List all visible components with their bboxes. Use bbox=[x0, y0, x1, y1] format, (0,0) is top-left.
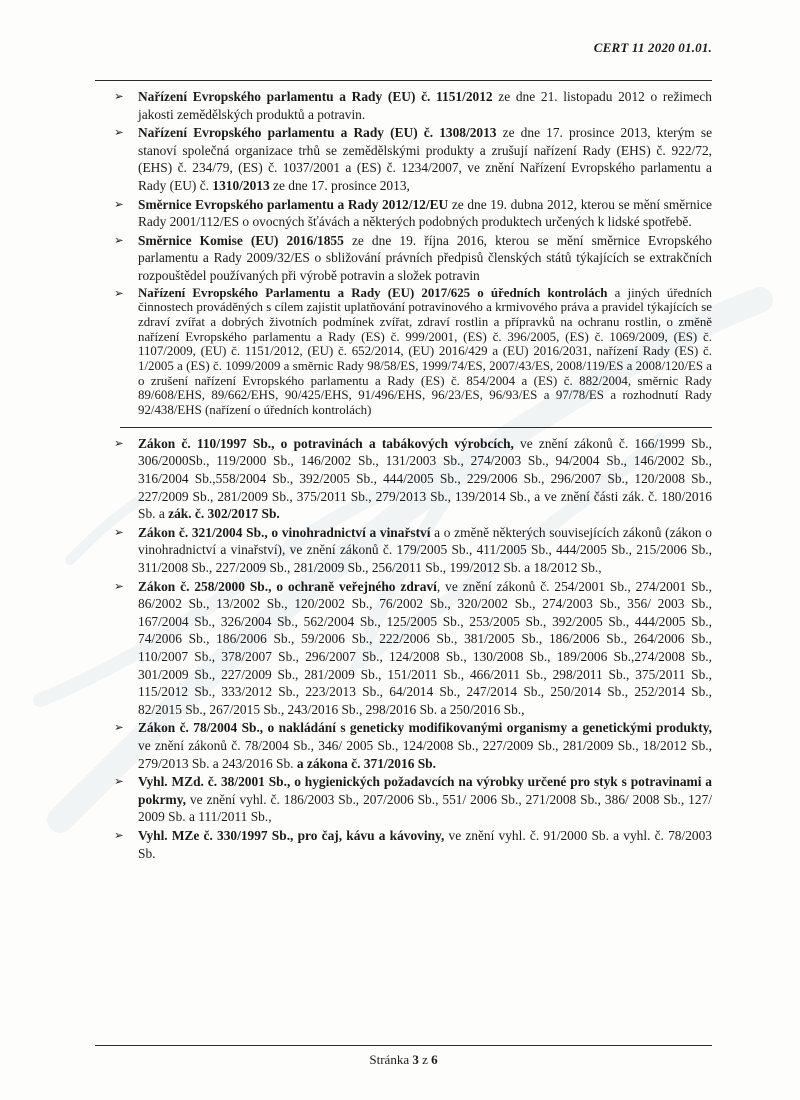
arrow-bullet-icon: ➢ bbox=[114, 774, 124, 789]
list-item bbox=[100, 578, 712, 719]
list-item bbox=[100, 435, 712, 523]
section-divider-rule bbox=[120, 427, 712, 428]
header-rule bbox=[95, 80, 712, 81]
arrow-bullet-icon: ➢ bbox=[114, 524, 124, 539]
document-content bbox=[100, 88, 712, 863]
arrow-bullet-icon: ➢ bbox=[114, 125, 124, 140]
page-footer bbox=[95, 1045, 712, 1068]
arrow-bullet-icon: ➢ bbox=[114, 827, 124, 842]
eu-regulations-list bbox=[100, 88, 712, 418]
list-item bbox=[100, 286, 712, 418]
footer-prefix: Stránka bbox=[369, 1052, 413, 1067]
arrow-bullet-icon: ➢ bbox=[114, 435, 124, 450]
item-text: Zákon č. 110/1997 Sb., o potravinách a tabákových výrobcích, ve znění zákonů č. 166/1999 Sb., 306/2000Sb., 119/2000 Sb., 146/2002 Sb., 131/2003 Sb., 274/2003 Sb., 94/2004 Sb., 146/2002 Sb., 316/2004 Sb.,558/2004 Sb., 392/2005 Sb., 444/2005 Sb., 229/2006 Sb., 296/2007 Sb., 120/2008 Sb., 227/2009 Sb., 281/2009 Sb., 375/2011 Sb., 279/2013 Sb., 139/2014 Sb., a ve znění části zák. č. 180/2016 Sb. a zák. č. 302/2017 Sb. bbox=[138, 435, 713, 522]
arrow-bullet-icon: ➢ bbox=[114, 232, 124, 247]
item-text: Vyhl. MZe č. 330/1997 Sb., pro čaj, kávu a kávoviny, ve znění vyhl. č. 91/2000 Sb. a vyhl. č. 78/2003 Sb. bbox=[138, 827, 712, 861]
footer-separator: z bbox=[418, 1052, 432, 1067]
list-item bbox=[100, 88, 712, 123]
item-text: Nařízení Evropského parlamentu a Rady (EU) č. 1151/2012 ze dne 21. listopadu 2012 o režimech jakosti zemědělských produktů a potravin. bbox=[138, 89, 712, 122]
item-text: Směrnice Evropského parlamentu a Rady 2012/12/EU ze dne 19. dubna 2012, kterou se mění směrnice Rady 2001/112/ES o ovocných šťávách a některých podobných produktech určených k lidské spotřebě. bbox=[138, 196, 712, 230]
arrow-bullet-icon: ➢ bbox=[114, 578, 124, 593]
arrow-bullet-icon: ➢ bbox=[114, 720, 124, 735]
item-text: Zákon č. 258/2000 Sb., o ochraně veřejného zdraví, ve znění zákonů č. 254/2001 Sb., 274/2001 Sb., 86/2002 Sb., 13/2002 Sb., 120/2002 Sb., 76/2002 Sb., 320/2002 Sb., 274/2003 Sb., 356/ 2003 Sb., 167/2004 Sb., 326/2004 Sb., 562/2004 Sb., 125/2005 Sb., 253/2005 Sb., 392/2005 Sb., 444/2005 Sb., 74/2006 Sb., 186/2006 Sb., 59/2006 Sb., 222/2006 Sb., 381/2005 Sb., 186/2006 Sb., 264/2006 Sb., 110/2007 Sb., 378/2007 Sb., 296/2007 Sb., 124/2008 Sb., 130/2008 Sb., 189/2006 Sb.,274/2008 Sb., 301/2009 Sb., 227/2009 Sb., 281/2009 Sb., 151/2011 Sb., 466/2011 Sb., 298/2011 Sb., 375/2011 Sb., 115/2012 Sb., 333/2012 Sb., 223/2013 Sb., 64/2014 Sb., 247/2014 Sb., 250/2014 Sb., 252/2014 Sb., 82/2015 Sb., 267/2015 Sb., 243/2016 Sb., 298/2016 Sb. a 250/2016 Sb., bbox=[138, 578, 712, 717]
list-item bbox=[100, 232, 712, 285]
arrow-bullet-icon: ➢ bbox=[114, 285, 124, 300]
list-item bbox=[100, 719, 712, 772]
item-text: Nařízení Evropského Parlamentu a Rady (EU) 2017/625 o úředních kontrolách a jiných úředních činnostech prováděných s cílem zajistit uplatňování potravinového a krmivového práva a pravidel týkajících se zdraví zvířat a dobrých životních podmínek zvířat, zdraví rostlin a přípravků na ochranu rostlin, o změně nařízení Evropského parlamentu a Rady (ES) č. 999/2001, (ES) č. 396/2005, (ES) č. 1069/2009, (ES) č. 1107/2009, (EU) č. 1151/2012, (EU) č. 652/2014, (EU) 2016/429 a (EU) 2016/2031, nařízení Rady (ES) č. 1/2005 a (ES) č. 1099/2009 a směrnic Rady 98/58/ES, 1999/74/ES, 2007/43/ES, 2008/119/ES a 2008/120/ES a o zrušení nařízení Evropského parlamentu a Rady (ES) č. 854/2004 a (ES) č. 882/2004, směrnic Rady 89/608/EHS, 89/662/EHS, 90/425/EHS, 91/496/EHS, 96/23/ES, 96/93/ES a 97/78/ES a rozhodnutí Rady 92/438/EHS (nařízení o úředních kontrolách) bbox=[138, 285, 712, 418]
item-text: Vyhl. MZd. č. 38/2001 Sb., o hygienických požadavcích na výrobky určené pro styk s potravinami a pokrmy, ve znění vyhl. č. 186/2003 Sb., 207/2006 Sb., 551/ 2006 Sb., 271/2008 Sb., 386/ 2008 Sb., 127/ 2009 Sb. a 111/2011 Sb., bbox=[138, 774, 712, 825]
arrow-bullet-icon: ➢ bbox=[114, 196, 124, 211]
list-item bbox=[100, 124, 712, 194]
item-text: Zákon č. 321/2004 Sb., o vinohradnictví a vinařství a o změně některých souvisejících zákonů (zákon o vinohradnictví a vinařství), ve znění zákonů č. 179/2005 Sb., 411/2005 Sb., 444/2005 Sb., 215/2006 Sb., 311/2008 Sb., 227/2009 Sb., 281/2009 Sb., 256/2011 Sb., 199/2012 Sb. a 18/2012 Sb., bbox=[138, 524, 712, 576]
list-item bbox=[100, 524, 712, 577]
document-header bbox=[100, 40, 712, 56]
footer-page-number: 3 bbox=[412, 1052, 419, 1067]
item-text: Směrnice Komise (EU) 2016/1855 ze dne 19. října 2016, kterou se mění směrnice Evropského parlamentu a Rady 2009/32/ES o sbližování právních předpisů členských států týkajících se extrakčních rozpouštědel používaných při výrobě potravin a složek potravin bbox=[138, 232, 712, 283]
item-text: Nařízení Evropského parlamentu a Rady (EU) č. 1308/2013 ze dne 17. prosince 2013, kterým se stanoví společná organizace trhů se zemědělskými produkty a zrušují nařízení Rady (EHS) č. 922/72, (EHS) č. 234/79, (ES) č. 1037/2001 a (ES) č. 1234/2007, ve znění Nařízení Evropského parlamentu a Rady (EU) č. 1310/2013 ze dne 17. prosince 2013, bbox=[138, 125, 713, 193]
item-text: Zákon č. 78/2004 Sb., o nakládání s geneticky modifikovanými organismy a genetickými produkty, ve znění zákonů č. 78/2004 Sb., 346/ 2005 Sb., 124/2008 Sb., 227/2009 Sb., 281/2009 Sb., 18/2012 Sb., 279/2013 Sb. a 243/2016 Sb. a zákona č. 371/2016 Sb. bbox=[138, 720, 712, 771]
footer-page-total: 6 bbox=[431, 1052, 438, 1067]
list-item bbox=[100, 827, 712, 862]
header-code: CERT 11 2020 01.01. bbox=[593, 40, 712, 55]
list-item bbox=[100, 773, 712, 826]
arrow-bullet-icon: ➢ bbox=[114, 89, 124, 103]
list-item bbox=[100, 196, 712, 231]
czech-laws-list bbox=[100, 435, 712, 862]
